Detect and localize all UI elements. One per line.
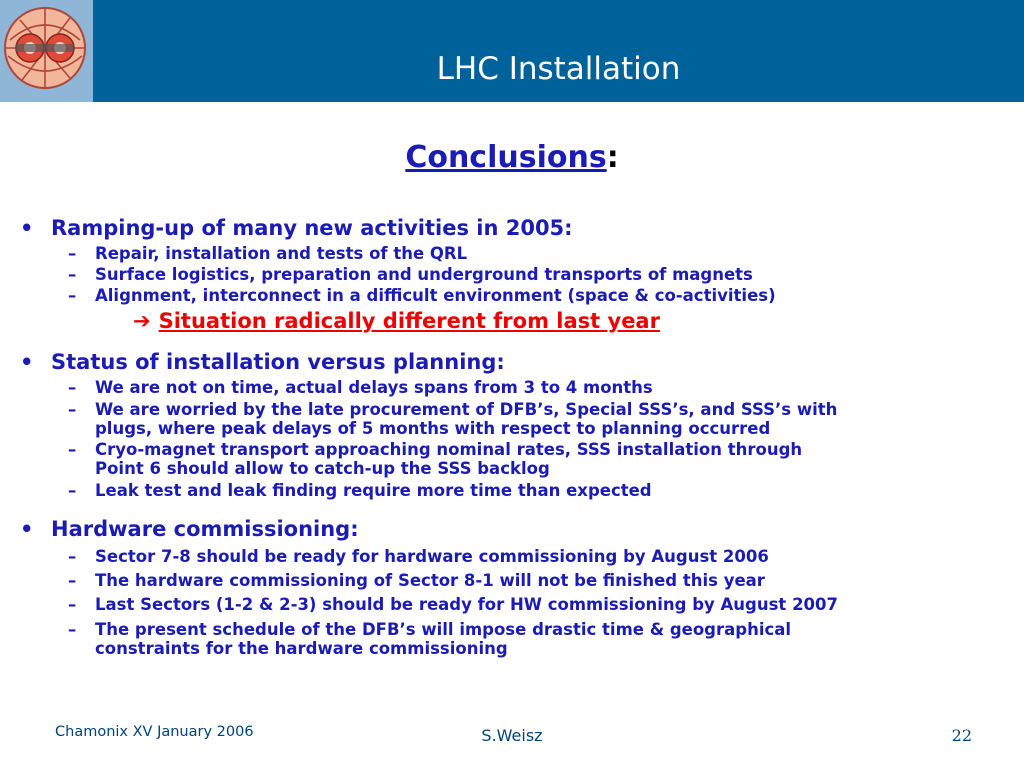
dash-icon: – [68, 400, 77, 419]
sub-item-text: Sector 7-8 should be ready for hardware commissioning by August 2006 [95, 547, 769, 566]
highlight-line [133, 309, 660, 333]
header-bar [0, 0, 1024, 102]
sub-item-text: We are worried by the late procurement of DFB’s, Special SSS’s, and SSS’s with [95, 400, 838, 419]
dash-icon: – [68, 244, 77, 263]
lhc-logo [0, 0, 93, 102]
sub-item-text: Repair, installation and tests of the QRL [95, 244, 468, 263]
sub-item-text: Surface logistics, preparation and underground transports of magnets [95, 265, 753, 284]
footer-author: S.Weisz [481, 726, 543, 745]
sub-item-text: Last Sectors (1-2 & 2-3) should be ready for HW commissioning by August 2007 [95, 595, 838, 614]
bullet-dot-icon: • [20, 216, 34, 240]
bullet-dot-icon: • [20, 350, 34, 374]
sub-item-text: We are not on time, actual delays spans from 3 to 4 months [95, 378, 653, 397]
sub-item-text: constraints for the hardware commissioning [95, 639, 508, 658]
subtitle-text: Conclusions [405, 140, 607, 175]
bullet-text: Hardware commissioning: [51, 517, 359, 541]
lhc-logo-graphic [0, 0, 93, 102]
sub-item-text: Leak test and leak finding require more time than expected [95, 481, 652, 500]
footer-event: Chamonix XV January 2006 [55, 724, 254, 740]
bullet-text: Status of installation versus planning: [51, 350, 505, 374]
dash-icon: – [68, 595, 77, 614]
dash-icon: – [68, 547, 77, 566]
sub-item-text: Alignment, interconnect in a difficult environment (space & co-activities) [95, 286, 776, 305]
dash-icon: – [68, 265, 77, 284]
dash-icon: – [68, 571, 77, 590]
right-arrow-icon: ➔ [133, 309, 151, 333]
sub-item-text: Point 6 should allow to catch-up the SSS backlog [95, 459, 550, 478]
highlight-text: Situation radically different from last year [158, 309, 660, 333]
dash-icon: – [68, 440, 77, 459]
subtitle-colon: : [606, 140, 619, 175]
sub-item-text: The present schedule of the DFB’s will impose drastic time & geographical [95, 620, 792, 639]
slide-number: 22 [951, 726, 972, 745]
dash-icon: – [68, 481, 77, 500]
dash-icon: – [68, 620, 77, 639]
sub-item-text: Cryo-magnet transport approaching nominal rates, SSS installation through [95, 440, 803, 459]
sub-item-text: The hardware commissioning of Sector 8-1 will not be finished this year [95, 571, 765, 590]
bullet-dot-icon: • [20, 517, 34, 541]
slide-subtitle [0, 138, 1024, 178]
sub-item-text: plugs, where peak delays of 5 months with respect to planning occurred [95, 419, 771, 438]
bullet-text: Ramping-up of many new activities in 2005: [51, 216, 573, 240]
slide-header-title: LHC Installation [436, 51, 681, 87]
dash-icon: – [68, 286, 77, 305]
dash-icon: – [68, 378, 77, 397]
